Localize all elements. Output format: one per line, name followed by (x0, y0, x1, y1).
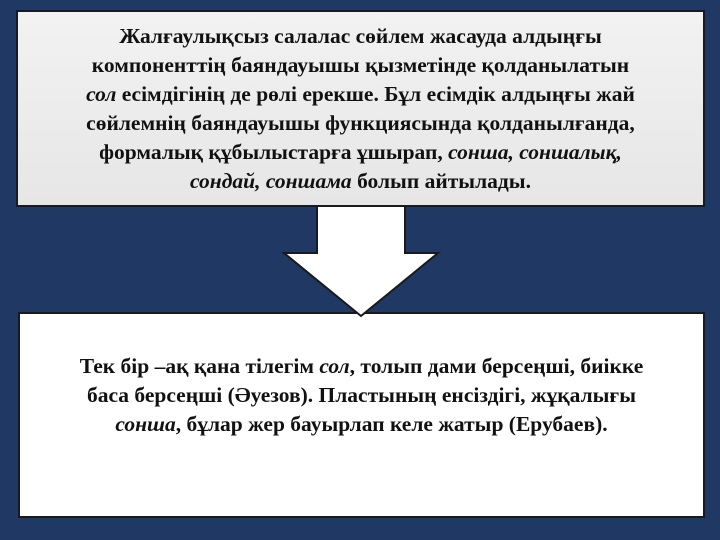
definition-line-6: болып айтылады. (351, 168, 531, 193)
definition-line-6-italic: сондай, соншама (190, 168, 352, 193)
definition-line-1: Жалғаулықсыз салалас сөйлем жасауда алдыңғы (119, 23, 602, 48)
definition-line-2: компоненттің баяндауышы қызметінде қолданылатын (91, 52, 630, 77)
example-line-3: , бұлар жер бауырлап келе жатыр (Ерубаев). (175, 411, 608, 436)
definition-line-3-italic: сол (86, 81, 117, 106)
example-line-3-italic: сонша (115, 411, 176, 436)
definition-box (16, 10, 705, 207)
example-text (80, 352, 644, 439)
definition-line-5: формалық құбылыстарға ұшырап, (99, 139, 449, 164)
example-line-1a: Тек бір –ақ қана тілегім (79, 353, 320, 378)
definition-line-3: есімдігінің де рөлі ерекше. Бұл есімдік алдыңғы жай (116, 81, 635, 106)
definition-text (86, 22, 635, 196)
example-box (18, 312, 705, 518)
example-line-2: баса берсеңші (Әуезов). Пластының енсіздігі, жұқалығы (86, 382, 636, 407)
example-line-1-italic: сол (319, 353, 350, 378)
example-line-1b: , толып дами берсеңші, биікке (349, 353, 644, 378)
definition-line-5-italic: сонша, соншалық, (448, 139, 622, 164)
definition-line-4: сөйлемнің баяндауышы функциясында қолданылғанда, (86, 110, 635, 135)
